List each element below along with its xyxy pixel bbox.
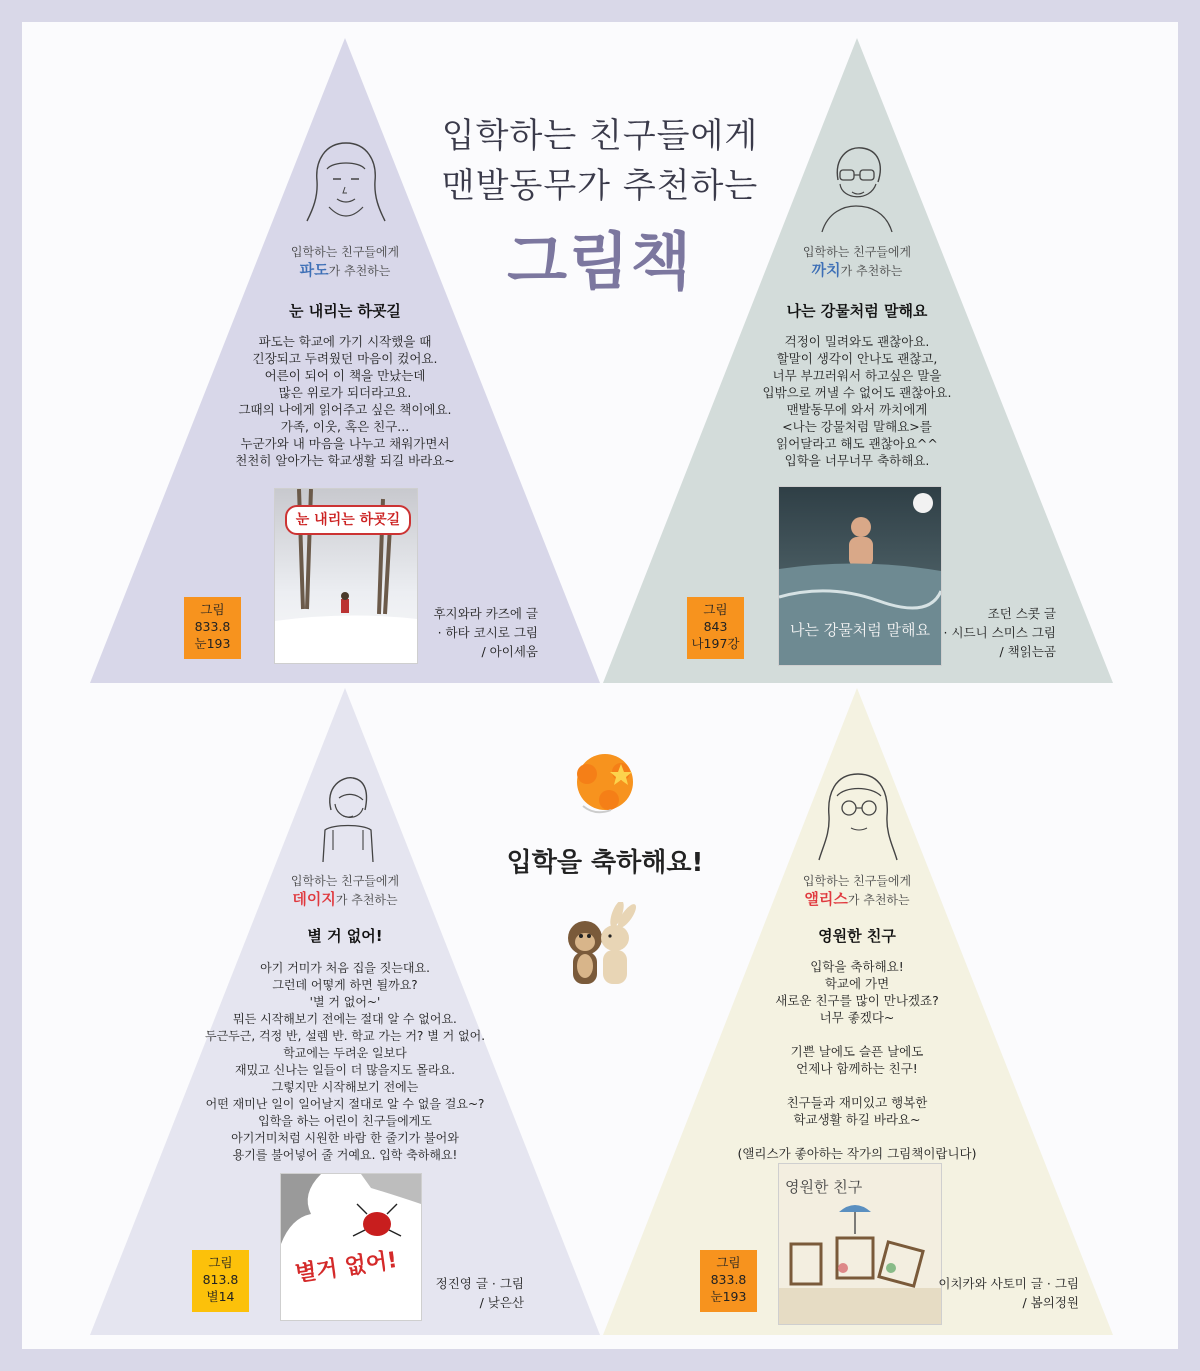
card4-credit: 이치카와 사토미 글 · 그림 / 봄의정원 (938, 1276, 1079, 1310)
card1-recommender (245, 244, 445, 280)
card3-recommender (245, 873, 445, 909)
card3-cover-title: 별거 없어! (293, 1247, 399, 1288)
card2-badge-author-mark: 나197강 (691, 636, 740, 651)
card3-book-title: 별 거 없어! (307, 927, 383, 945)
card2-badge-category: 그림 (703, 602, 728, 617)
card3-description: 아기 거미가 처음 집을 짓는대요. 그런데 어떻게 하면 될까요? '별 거 없어~' 뭐든 시작해보기 전에는 절대 알 수 없어요. 두근두근, 걱정 반, 설렘 반. 학교 가는 거? 별 거 없어. 학교에는 두려운 일보다 재밌고 신나는 일들이 더 많을지도 몰라요. 그렇지만 시작해보기 전에는 어떤 재미난 일이 일어날지 절대로 알 수 없을 걸요~? 입학을 하는 어린이 친구들에게도 아기거미처럼 시원한 바람 한 줄기가 불어와 용기를 불어넣어 줄 거예요. 입학 축하해요! (204, 961, 486, 1162)
card1-rec-name: 파도 (299, 261, 329, 279)
card4-description: 입학을 축하해요! 학교에 가면 새로운 친구를 많이 만나겠죠? 너무 좋겠다~ 기쁜 날에도 슬픈 날에도 언제나 함께하는 친구! 친구들과 재미있고 행복한 학교생활 하길 바라요~ (앨리스가 좋아하는 작가의 그림책이랍니다) (737, 959, 977, 1161)
card2-cover-title: 나는 강물처럼 말해요 (790, 621, 930, 639)
card1-call-number-badge (184, 597, 241, 659)
card4-badge-category: 그림 (716, 1255, 741, 1270)
daisy-portrait-icon (303, 770, 389, 865)
card3-badge-class: 813.8 (202, 1272, 239, 1287)
card3-badge-author-mark: 별14 (206, 1289, 235, 1304)
orange-flower-icon (565, 748, 645, 818)
card1-badge-class: 833.8 (194, 619, 231, 634)
card2-description: 걱정이 밀려와도 괜찮아요. 할말이 생각이 안나도 괜찮고, 너무 부끄러워서 하고싶은 말을 입밖으로 꺼낼 수 없어도 괜찮아요. 맨발동무에 와서 까치에게 <나는 강물처럼 말해요>를 읽어달라고 해도 괜찮아요^^ 입학을 너무너무 축하해요. (762, 334, 952, 468)
card3-badge-category: 그림 (208, 1255, 233, 1270)
card1-cover-title: 눈 내리는 하굣길 (285, 505, 411, 535)
card4-cover-title: 영원한 친구 (785, 1178, 863, 1196)
card1-badge-category: 그림 (200, 602, 225, 617)
card1-description: 파도는 학교에 가기 시작했을 때 긴장되고 두려웠던 마음이 컸어요. 어른이 되어 이 책을 만났는데 많은 위로가 되더라고요. 그때의 나에게 읽어주고 싶은 책이에요. 가족, 이웃, 혹은 친구... 누군가와 내 마음을 나누고 채워가면서 천천히 알아가는 학교생활 되길 바라요~ (235, 334, 455, 468)
monkey-rabbit-icon (555, 902, 645, 992)
card1-book-title: 눈 내리는 하굣길 (289, 302, 401, 320)
pado-portrait-icon (303, 135, 389, 235)
card4-rec-prefix: 입학하는 친구들에게 (802, 874, 912, 888)
card3-credit: 정진영 글 · 그림 / 낮은산 (435, 1276, 524, 1310)
card4-rec-name: 앨리스 (804, 890, 848, 908)
card3-rec-name: 데이지 (292, 890, 336, 908)
card2-badge-class: 843 (703, 619, 728, 634)
alice-portrait-icon (815, 768, 901, 868)
card4-rec-suffix: 가 추천하는 (847, 893, 910, 907)
card3-rec-suffix: 가 추천하는 (335, 893, 398, 907)
card1-credit: 후지와라 카즈에 글 · 하타 코시로 그림 / 아이세움 (433, 606, 538, 659)
card3-call-number-badge (192, 1250, 249, 1312)
card2-rec-prefix: 입학하는 친구들에게 (802, 245, 912, 259)
page-title: 그림책 (507, 225, 693, 298)
card4-badge-class: 833.8 (710, 1272, 747, 1287)
card1-badge-author-mark: 눈193 (194, 636, 231, 651)
card3-rec-prefix: 입학하는 친구들에게 (290, 874, 400, 888)
kkachi-portrait-icon (812, 140, 902, 235)
card2-rec-name: 까치 (811, 261, 841, 279)
card2-book-title: 나는 강물처럼 말해요 (786, 302, 928, 320)
card4-call-number-badge (700, 1250, 757, 1312)
card4-badge-author-mark: 눈193 (710, 1289, 747, 1304)
card2-call-number-badge (687, 597, 744, 659)
card2-recommender (757, 244, 957, 280)
card4-book-title: 영원한 친구 (818, 927, 896, 945)
card1-rec-prefix: 입학하는 친구들에게 (290, 245, 400, 259)
header-line-2: 맨발동무가 추천하는 (441, 166, 759, 206)
header-line-1: 입학하는 친구들에게 (441, 116, 759, 156)
card4-recommender (757, 873, 957, 909)
card2-credit: 조던 스콧 글 · 시드니 스미스 그림 / 책읽는곰 (943, 606, 1056, 659)
card2-rec-suffix: 가 추천하는 (840, 264, 903, 278)
congrats-text: 입학을 축하해요! (506, 848, 704, 878)
card1-rec-suffix: 가 추천하는 (328, 264, 391, 278)
